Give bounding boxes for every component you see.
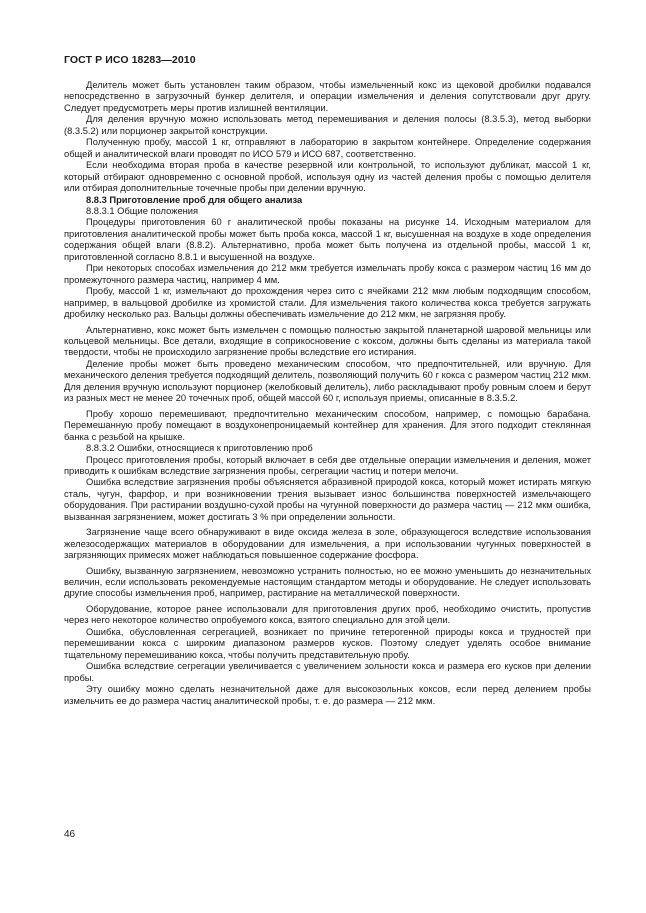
section-heading: 8.8.3 Приготовление проб для общего анализа: [86, 194, 303, 205]
paragraph: Деление пробы может быть проведено механическим способом, что предпочтительней, или вручную. Для механического деления требуется подходящий делитель, позволяющий получить 60 г кокса с размером частиц 212 мкм. Для деления вручную используют порционер (желобковый делитель), либо раскладывают пробу ровным слоем и берут из разных мест не менее 20 точечных проб, общей массой 60 г, используя приемы, описанные в 8.3.5.2.: [64, 358, 591, 404]
paragraph: Если необходима вторая проба в качестве резервной или контрольной, то используют дубликат, массой 1 кг, который отбирают одновременно с основной пробой, используя одну из частей деления пробы с помощью делителя или отбирая дополнительные точечные пробы при делении вручную.: [64, 160, 591, 194]
paragraph: Делитель может быть установлен таким образом, чтобы измельченный кокс из щековой дробилки подавался непосредственно в загрузочный бункер делителя, и операции измельчения и деления сопутствовали друг другу. Следует предусмотреть меры против излишней вентиляции.: [64, 80, 591, 113]
paragraph: Полученную пробу, массой 1 кг, отправляют в лабораторию в закрытом контейнере. Определение содержания общей и аналитической влаги проводят по ИСО 579 и ИСО 687, соответственно.: [64, 137, 591, 159]
paragraph: Ошибку, вызванную загрязнением, невозможно устранить полностью, но ее можно уменьшить до незначительных величин, если использовать рекомендуемые настоящим стандартом методы и оборудование. Не следует использовать другие способы измельчения проб, например, растирание на металлической поверхности.: [64, 565, 591, 599]
paragraph: Ошибка, обусловленная сегрегацией, возникает по причине гетерогенной природы кокса и трудностей при перемешивании кокса с широким диапазоном размеров кусков. Поэтому следует уделять особое внимание тщательному перемешиванию кокса, чтобы получить представительную пробу.: [64, 626, 591, 660]
paragraph: Оборудование, которое ранее использовали для приготовления других проб, необходимо очистить, пропустив через него некоторое количество опробуемого кокса, взятого специально для этой цели.: [64, 603, 591, 626]
paragraph: Пробу хорошо перемешивают, предпочтительно механическим способом, например, с помощью барабана. Перемешанную пробу помещают в воздухонепроницаемый контейнер для хранения. Для этого подходит стеклянная банка с резьбой на крышке.: [64, 408, 591, 442]
paragraph: При некоторых способах измельчения до 212 мкм требуется измельчать пробу кокса с размером частиц 16 мм до промежуточного размера частиц, например 4 мм.: [64, 263, 591, 285]
paragraph: Альтернативно, кокс может быть измельчен с помощью полностью закрытой планетарной шаровой мельницы или кольцевой мельницы. Все детали, входящие в соприкосновение с коксом, должны быть сделаны из материала такой твердости, чтобы не происходило загрязнение пробы вследствие его истирания.: [64, 324, 591, 358]
subsection-heading: 8.8.3.1 Общие положения: [86, 205, 199, 216]
page-number: 46: [64, 829, 76, 840]
standard-header: ГОСТ Р ИСО 18283—2010: [64, 54, 196, 66]
paragraph: Ошибка вследствие сегрегации увеличивается с увеличением зольности кокса и размера его кусков при делении пробы.: [64, 661, 591, 683]
paragraph: Ошибка вследствие загрязнения пробы объясняется абразивной природой кокса, который может истирать мягкую сталь, чугун, фарфор, и при возникновении трения вызывает износ большинства поверхностей измельчающего оборудования. При растирании воздушно-сухой пробы на чугунной поверхности до размера частиц — 212 мкм ошибка, вызванная загрязнением, может достигать 3 % при определении зольности.: [64, 477, 591, 522]
paragraph: Для деления вручную можно использовать метод перемешивания и деления полосы (8.3.5.3), метод выборки (8.3.5.2) или порционер закрытой конструкции.: [64, 114, 591, 136]
paragraph: Процедуры приготовления 60 г аналитической пробы показаны на рисунке 14. Исходным материалом для приготовления аналитической пробы может быть проба кокса, массой 1 кг, высушенная на воздухе в ходе определения содержания общей влаги (8.8.2). Альтернативно, проба может быть получена из отдельной пробы, массой 1 кг, приготовленной согласно 8.8.1 и высушенной на воздухе.: [64, 217, 591, 262]
paragraph: Эту ошибку можно сделать незначительной даже для высокозольных коксов, если перед делением пробы измельчить ее до размера частиц аналитической пробы, т. е. до размера — 212 мкм.: [64, 684, 591, 706]
paragraph: Процесс приготовления пробы, который включает в себя две отдельные операции измельчения и деления, может приводить к ошибкам вследствие загрязнения пробы, сегрегации частиц и потери мелочи.: [64, 454, 591, 476]
subsection-heading: 8.8.3.2 Ошибки, относящиеся к приготовлению проб: [86, 443, 313, 454]
paragraph: Пробу, массой 1 кг, измельчают до прохождения через сито с ячейками 212 мкм любым подходящим способом, например, в вальцовой дробилке из хромистой стали. Для измельчения такого количества кокса требуется загружать дробилку несколько раз. Вальцы должны обеспечивать измельчение до 212 мкм, не загрязняя пробу.: [64, 286, 591, 320]
document-body: [64, 80, 591, 707]
paragraph: Загрязнение чаще всего обнаруживают в виде оксида железа в золе, образующегося вследствие использования железосодержащих материалов в оборудовании для измельчения, а при использовании чугунных поверхностей в загрязняющих примесях может наблюдаться повышенное содержание фосфора.: [64, 527, 591, 561]
